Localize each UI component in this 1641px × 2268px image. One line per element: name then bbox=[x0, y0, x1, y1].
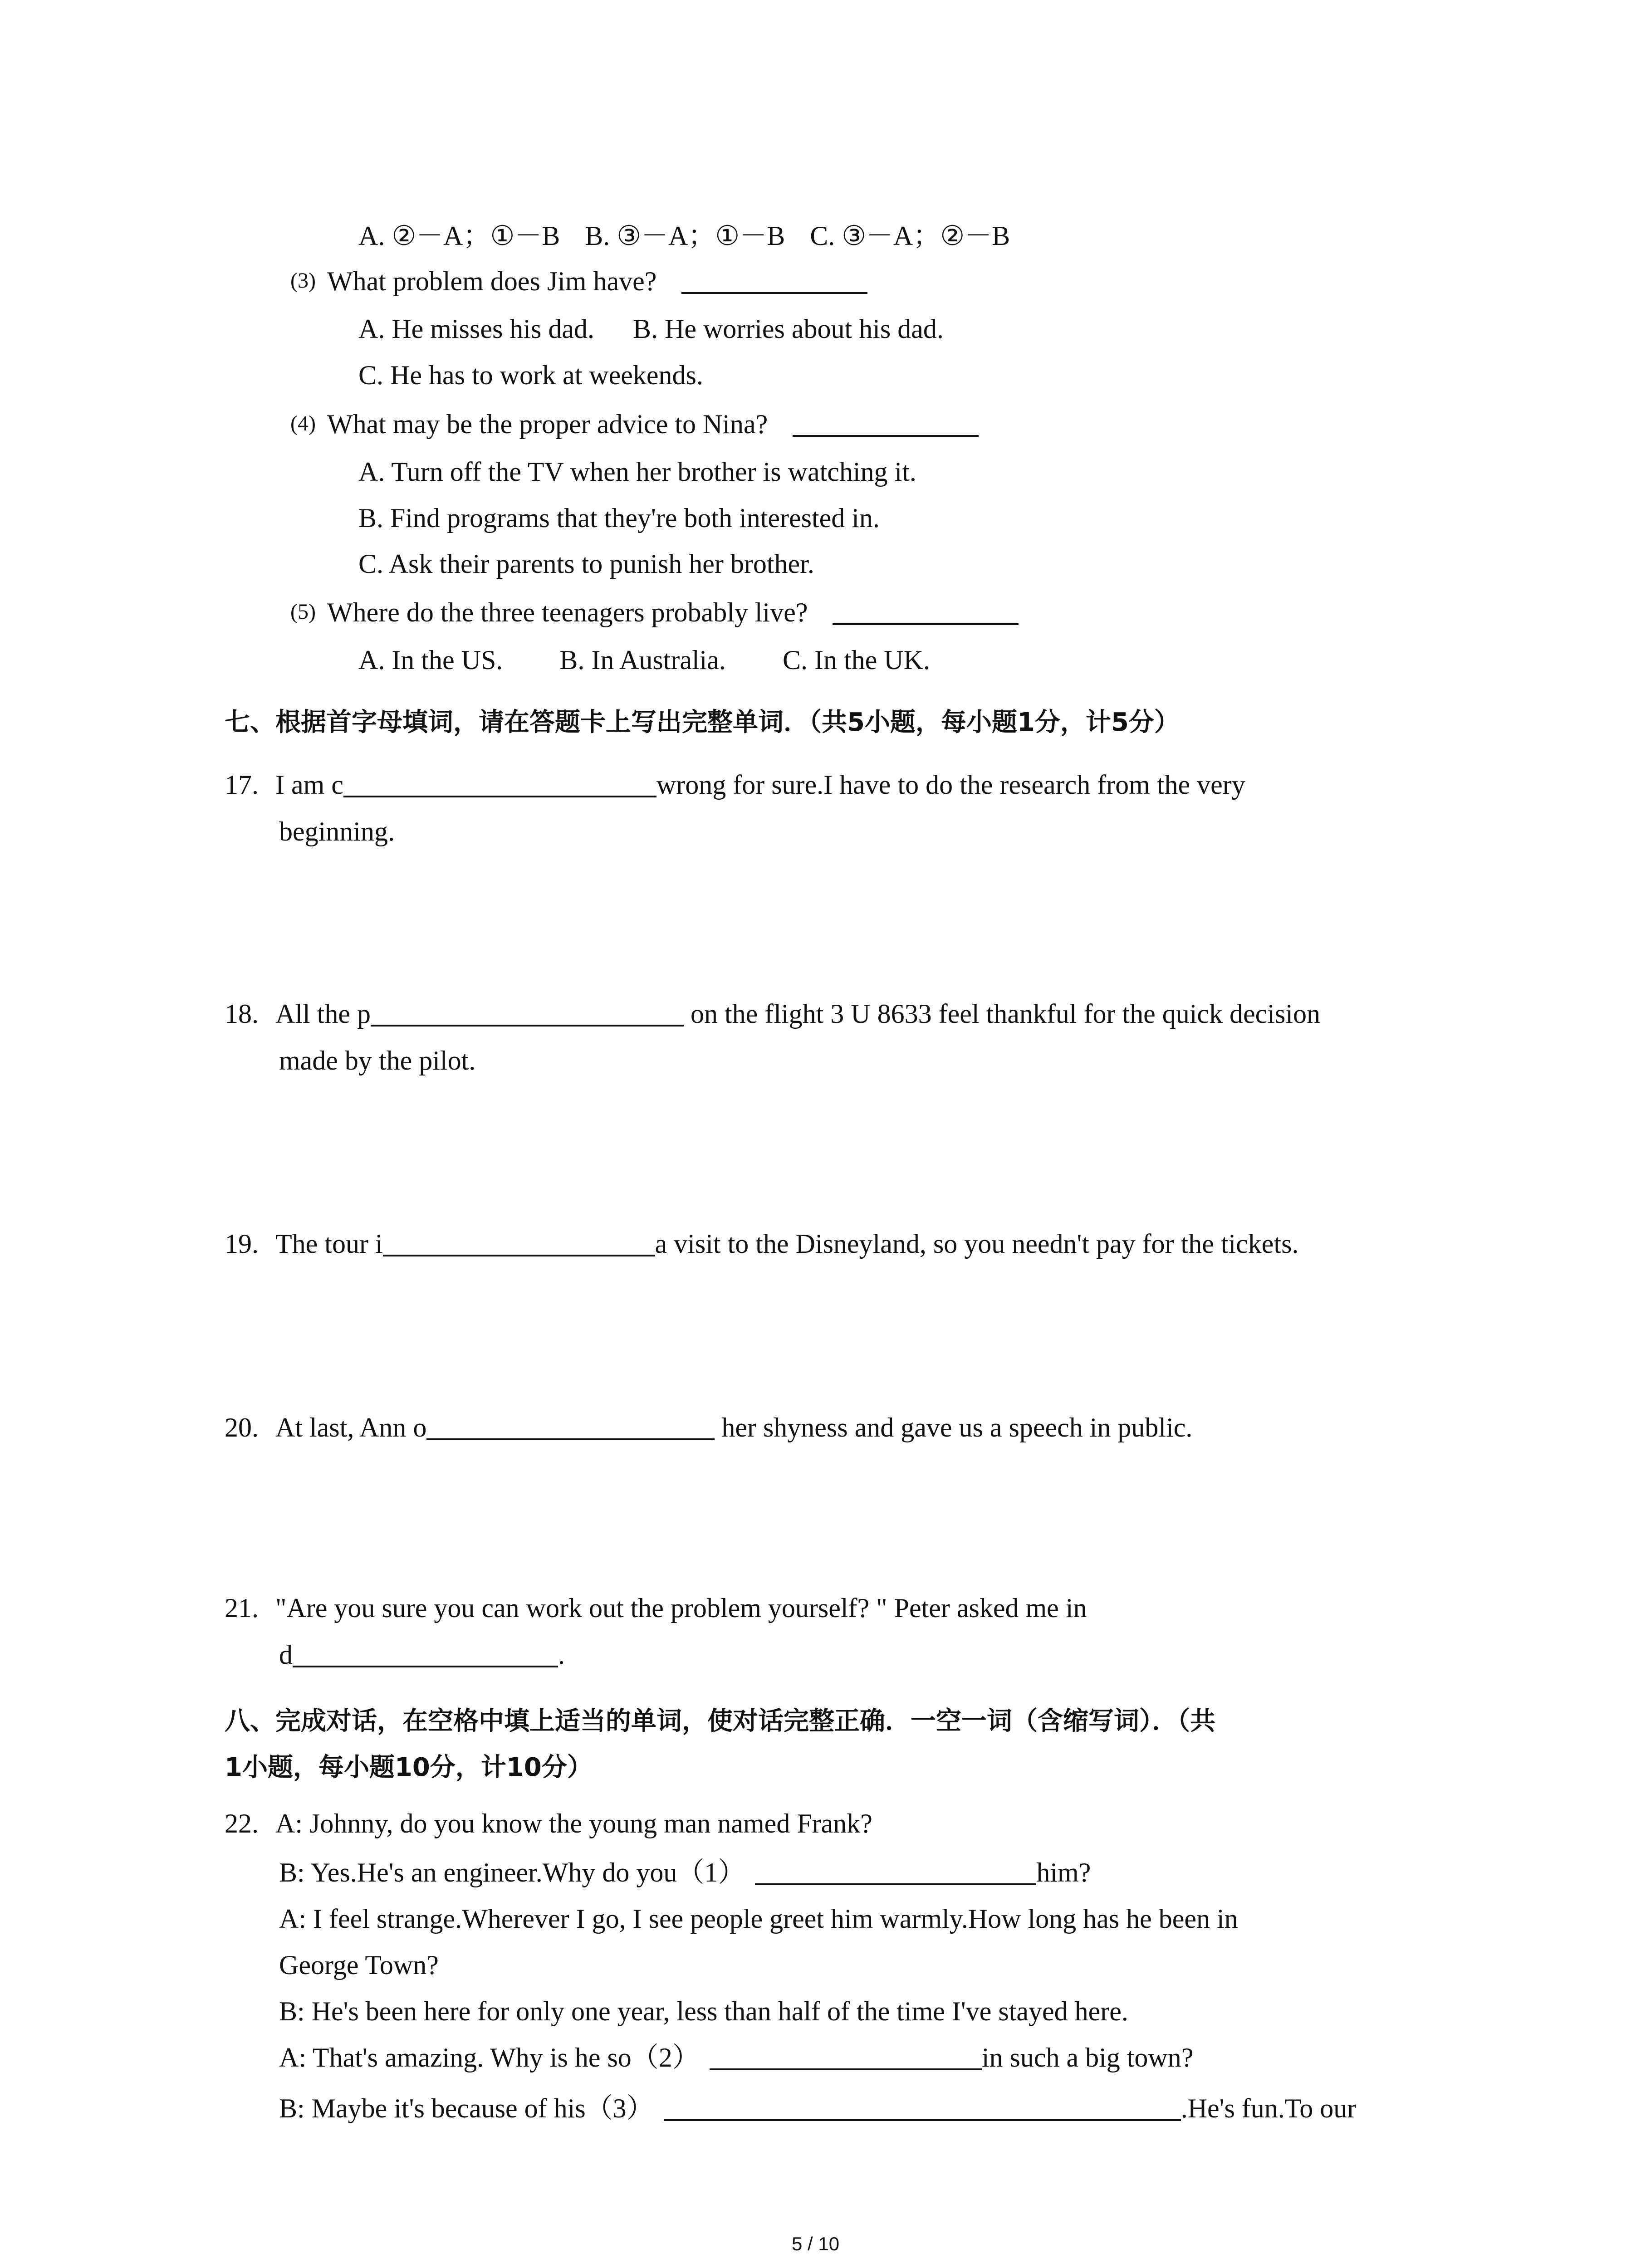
options-row bbox=[358, 222, 1010, 249]
question-text: "Are you sure you can work out the problem yourself? " Peter asked me in bbox=[275, 1593, 1087, 1623]
question-19 bbox=[225, 1230, 1298, 1257]
answer-blank-3[interactable] bbox=[664, 2097, 1181, 2121]
answer-blank[interactable] bbox=[833, 601, 1019, 625]
question-20 bbox=[225, 1414, 1192, 1441]
option-a: A. ②－A；①－B bbox=[358, 221, 560, 251]
question-text-pre: The tour i bbox=[275, 1229, 383, 1259]
option-b: B. He worries about his dad. bbox=[632, 314, 944, 344]
question-3 bbox=[290, 268, 867, 295]
option-c: C. He has to work at weekends. bbox=[358, 360, 703, 390]
answer-blank[interactable] bbox=[426, 1417, 715, 1440]
dialogue-line bbox=[279, 2095, 1356, 2122]
option-a: A. In the US. bbox=[358, 645, 503, 675]
answer-blank[interactable] bbox=[793, 413, 979, 437]
option-a: A. He misses his dad. bbox=[358, 314, 594, 344]
dialogue-text-post: .He's fun.To our bbox=[1181, 2093, 1357, 2123]
section-heading: 八、完成对话，在空格中填上适当的单词，使对话完整正确．一空一词（含缩写词）．（共 bbox=[225, 1706, 1215, 1736]
question-number: (4) bbox=[290, 411, 316, 435]
options-row bbox=[358, 646, 930, 674]
dialogue-text: A: Johnny, do you know the young man named Frank? bbox=[275, 1809, 872, 1838]
options-row bbox=[358, 315, 944, 342]
question-text-pre: All the p bbox=[275, 999, 371, 1029]
question-text: Where do the three teenagers probably live? bbox=[327, 597, 808, 627]
dialogue-text-pre: B: Maybe it's because of his（3） bbox=[279, 2093, 654, 2123]
question-number: (5) bbox=[290, 600, 316, 624]
dialogue-line bbox=[279, 2044, 1193, 2071]
question-number: 18. bbox=[225, 999, 259, 1029]
question-text-pre: I am c bbox=[275, 770, 343, 800]
option-b: B. ③－A；①－B bbox=[585, 221, 785, 251]
question-number: 22. bbox=[225, 1809, 259, 1838]
dialogue-text-pre: B: Yes.He's an engineer.Why do you（1） bbox=[279, 1857, 745, 1887]
question-18 bbox=[225, 1000, 1320, 1027]
question-number: 21. bbox=[225, 1593, 259, 1623]
dialogue-text-post: in such a big town? bbox=[981, 2043, 1194, 2072]
question-text-pre: At last, Ann o bbox=[275, 1413, 427, 1442]
question-text-post: a visit to the Disneyland, so you needn't pay for the tickets. bbox=[655, 1229, 1299, 1259]
option-b: B. In Australia. bbox=[559, 645, 726, 675]
answer-blank[interactable] bbox=[681, 270, 867, 294]
question-text-cont: beginning. bbox=[279, 816, 395, 846]
section-heading-cont: 1小题，每小题10分，计10分） bbox=[225, 1753, 593, 1782]
answer-blank[interactable] bbox=[343, 774, 656, 797]
dialogue-text-pre: A: That's amazing. Why is he so（2） bbox=[279, 2043, 700, 2072]
answer-blank[interactable] bbox=[383, 1233, 655, 1256]
question-text-cont: made by the pilot. bbox=[279, 1046, 476, 1075]
dialogue-text-post: him? bbox=[1036, 1857, 1091, 1887]
page-number: 5 / 10 bbox=[792, 2233, 840, 2254]
question-text-post: her shyness and gave us a speech in public. bbox=[715, 1413, 1193, 1442]
option-c: C. ③－A；②－B bbox=[810, 221, 1010, 251]
dialogue-line bbox=[279, 1859, 1091, 1886]
question-number: 20. bbox=[225, 1413, 259, 1442]
question-5 bbox=[290, 599, 1019, 626]
dialogue-text-cont: George Town? bbox=[279, 1950, 439, 1980]
question-text: What may be the proper advice to Nina? bbox=[327, 409, 768, 439]
option-a: A. Turn off the TV when her brother is watching it. bbox=[358, 457, 916, 487]
section-heading: 七、根据首字母填词，请在答题卡上写出完整单词．（共5小题，每小题1分，计5分） bbox=[225, 708, 1180, 737]
question-number: (3) bbox=[290, 269, 316, 293]
question-4 bbox=[290, 411, 979, 438]
question-text-post: wrong for sure.I have to do the research from the very bbox=[656, 770, 1245, 800]
option-c: C. Ask their parents to punish her brother. bbox=[358, 549, 814, 579]
answer-blank[interactable] bbox=[293, 1644, 558, 1667]
answer-blank-2[interactable] bbox=[710, 2047, 982, 2070]
dialogue-text: A: I feel strange.Wherever I go, I see people greet him warmly.How long has he been in bbox=[279, 1904, 1238, 1934]
question-21 bbox=[225, 1594, 1087, 1622]
question-17 bbox=[225, 771, 1245, 798]
answer-blank[interactable] bbox=[371, 1003, 684, 1026]
dialogue-line bbox=[225, 1810, 872, 1837]
question-21-cont bbox=[279, 1641, 565, 1668]
option-b: B. Find programs that they're both interested in. bbox=[358, 503, 880, 533]
question-number: 19. bbox=[225, 1229, 259, 1259]
question-text: What problem does Jim have? bbox=[327, 266, 657, 296]
question-number: 17. bbox=[225, 770, 259, 800]
dialogue-text: B: He's been here for only one year, less than half of the time I've stayed here. bbox=[279, 1996, 1128, 2026]
question-text-pre: d bbox=[279, 1640, 293, 1670]
option-c: C. In the UK. bbox=[782, 645, 930, 675]
question-text-post: . bbox=[558, 1640, 565, 1670]
answer-blank-1[interactable] bbox=[755, 1862, 1036, 1885]
question-text-post: on the flight 3 U 8633 feel thankful for the quick decision bbox=[683, 999, 1320, 1029]
